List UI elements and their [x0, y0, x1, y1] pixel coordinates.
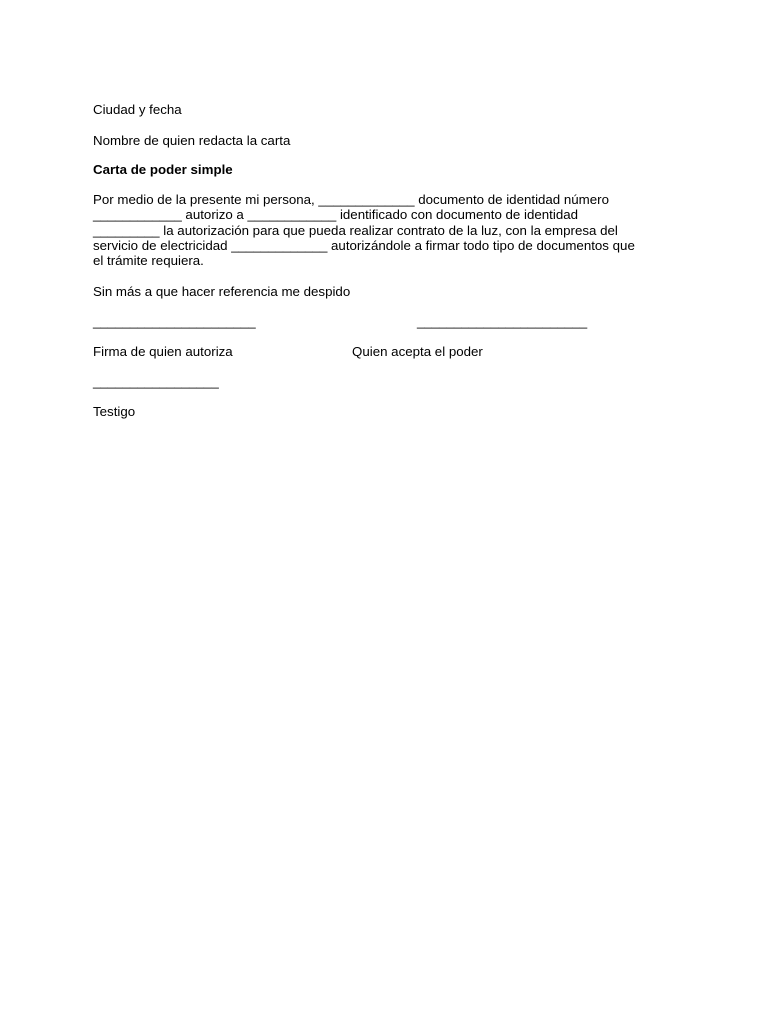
closing-text: Sin más a que hacer referencia me despido: [93, 284, 351, 299]
body-line: servicio de electricidad _____________ autorizándole a firmar todo tipo de documentos que: [93, 237, 635, 253]
signature-line-left: ______________________: [93, 314, 256, 329]
witness-signature-line: _________________: [93, 374, 219, 389]
body-paragraph: [93, 192, 673, 268]
city-date-text: Ciudad y fecha: [93, 102, 182, 117]
signature-label-right: Quien acepta el poder: [352, 344, 483, 359]
signature-label-left: Firma de quien autoriza: [93, 344, 233, 359]
document-title: Carta de poder simple: [93, 162, 233, 177]
signature-line-right: _______________________: [417, 314, 588, 329]
author-name-text: Nombre de quien redacta la carta: [93, 133, 291, 148]
body-line: ____________ autorizo a ____________ identificado con documento de identidad: [93, 207, 578, 223]
body-line: el trámite requiera.: [93, 253, 204, 269]
body-line: _________ la autorización para que pueda realizar contrato de la luz, con la empresa del: [93, 222, 618, 238]
body-line: Por medio de la presente mi persona, _____________ documento de identidad número: [93, 192, 609, 207]
witness-label: Testigo: [93, 404, 136, 419]
